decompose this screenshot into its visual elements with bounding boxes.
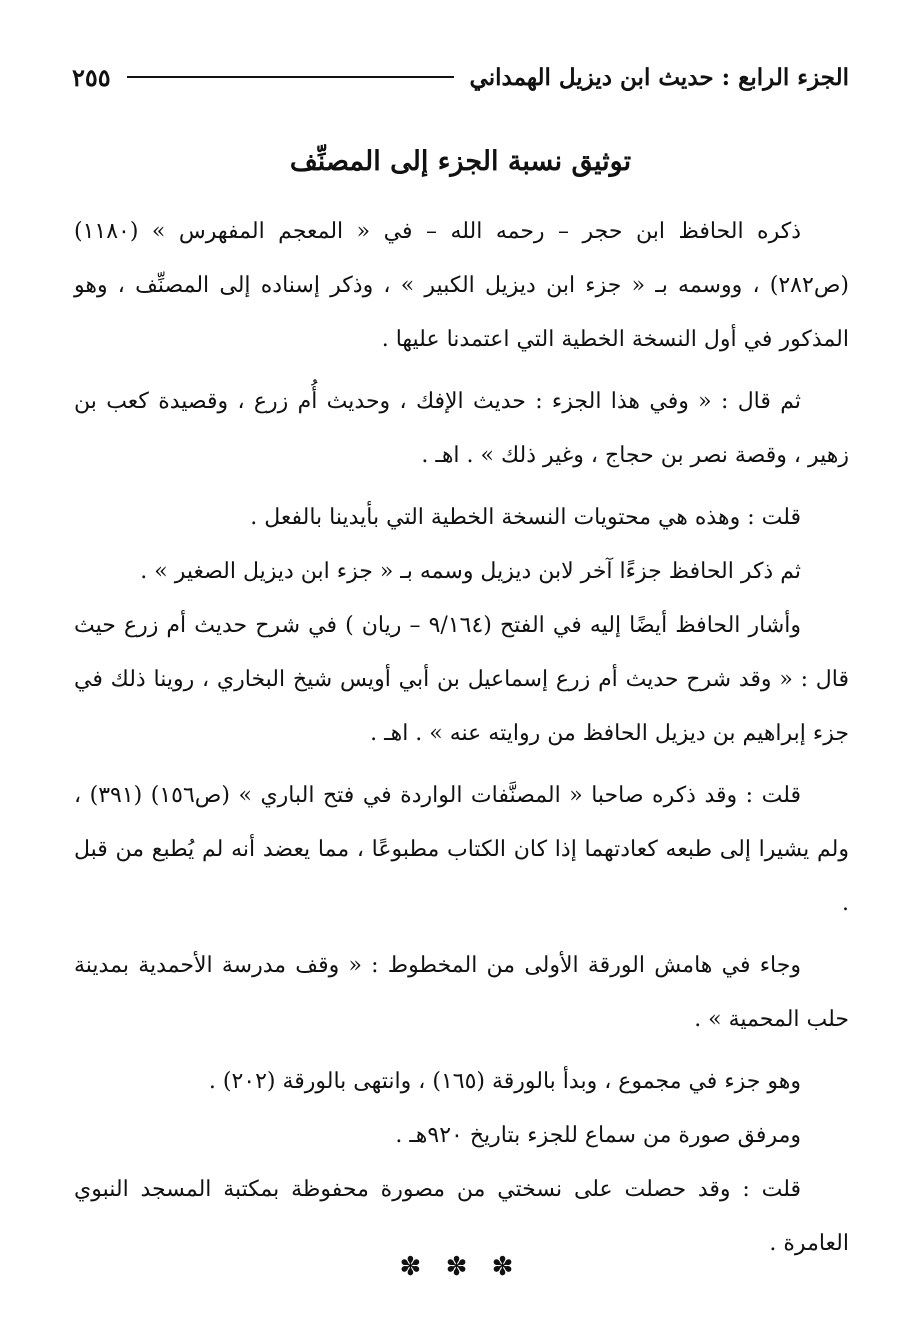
paragraph: وجاء في هامش الورقة الأولى من المخطوط : « وقف مدرسة الأحمدية بمدينة حلب المحمية » . xyxy=(74,953,849,1032)
header-rule xyxy=(127,76,454,78)
paragraph: وأشار الحافظ أيضًا إليه في الفتح (٩/١٦٤ – ريان ) في شرح حديث أم زرع حيث قال : « وقد شرح حديث أم زرع إسماعيل بن أبي أويس شيخ البخاري ، روينا ذلك في جزء إبراهيم بن ديزيل الحافظ من روايته عنه » . اهـ . xyxy=(74,613,849,746)
paragraph: وهو جزء في مجموع ، وبدأ بالورقة (١٦٥) ، وانتهى بالورقة (٢٠٢) . xyxy=(208,1069,801,1094)
paragraph: قلت : وقد حصلت على نسختي من مصورة محفوظة بمكتبة المسجد النبوي العامرة . xyxy=(74,1177,849,1256)
page-number: ٢٥٥ xyxy=(72,62,111,92)
body-text xyxy=(74,205,849,1271)
end-ornament: ✽ ✽ ✽ xyxy=(399,1252,522,1282)
page-header xyxy=(72,52,849,102)
section-title: توثيق نسبة الجزء إلى المصنِّف xyxy=(289,146,632,177)
paragraph: قلت : وهذه هي محتويات النسخة الخطية التي بأيدينا بالفعل . xyxy=(250,505,801,530)
paragraph: ثم ذكر الحافظ جزءًا آخر لابن ديزيل وسمه بـ « جزء ابن ديزيل الصغير » . xyxy=(140,559,801,584)
running-head: الجزء الرابع : حديث ابن ديزيل الهمداني xyxy=(469,63,849,91)
paragraph: قلت : وقد ذكره صاحبا « المصنَّفات الواردة في فتح الباري » (ص١٥٦) (٣٩١) ، ولم يشيرا إلى طبعه كعادتهما إذا كان الكتاب مطبوعًا ، مما يعضد أنه لم يُطبع من قبل . xyxy=(74,783,849,916)
paragraph: ذكره الحافظ ابن حجر – رحمه الله – في « المعجم المفهرس » (١١٨٠) (ص٢٨٢) ، ووسمه بـ « جزء ابن ديزيل الكبير » ، وذكر إسناده إلى المصنِّف ، وهو المذكور في أول النسخة الخطية التي اعتمدنا عليها . xyxy=(74,219,849,352)
paragraph: ومرفق صورة من سماع للجزء بتاريخ ٩٢٠هـ . xyxy=(395,1123,801,1148)
paragraph: ثم قال : « وفي هذا الجزء : حديث الإفك ، وحديث أُم زرع ، وقصيدة كعب بن زهير ، وقصة نصر بن حجاج ، وغير ذلك » . اهـ . xyxy=(74,389,849,468)
